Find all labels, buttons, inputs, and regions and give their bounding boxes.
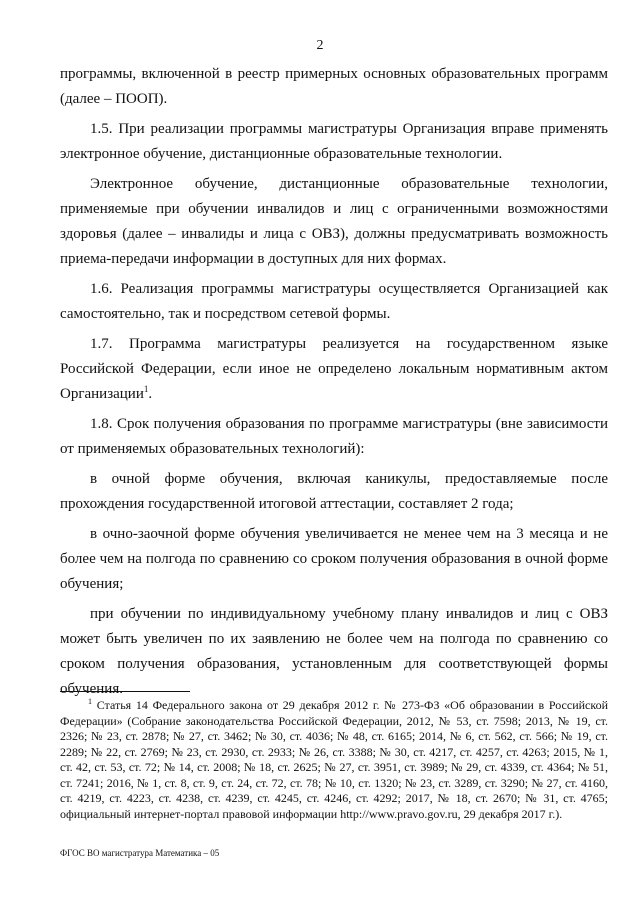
paragraph: в очной форме обучения, включая каникулы, предоставляемые после прохождения государственной итоговой аттестации, составляет 2 года; <box>60 471 608 512</box>
paragraph: программы, включенной в реестр примерных основных образовательных программ (далее – ПООП). <box>60 66 608 107</box>
paragraph: 1.6. Реализация программы магистратуры осуществляется Организацией как самостоятельно, так и посредством сетевой формы. <box>60 281 608 322</box>
paragraph <box>60 332 608 407</box>
paragraph: при обучении по индивидуальному учебному плану инвалидов и лиц с ОВЗ может быть увеличен по их заявлению не более чем на полгода по сравнению со сроком получения образования, установленным для соответствующей формы обучения. <box>60 606 608 697</box>
footnote-reference: 1 <box>143 384 149 394</box>
paragraph: 1.8. Срок получения образования по программе магистратуры (вне зависимости от применяемых образовательных технологий): <box>60 416 608 457</box>
document-footer: ФГОС ВО магистратура Математика – 05 <box>60 848 220 858</box>
paragraph-tail: . <box>148 386 153 402</box>
footnote-mark: 1 <box>88 697 92 706</box>
footnote <box>60 698 608 822</box>
footnote-text: Статья 14 Федерального закона от 29 декабря 2012 г. № 273-ФЗ «Об образовании в Российской Федерации» (Собрание законодательства Российской Федерации, 2012, № 53, ст. 7598; 2013, № 19, ст. 2326; № 23, ст. 2878; № 27, ст. 3462; № 30, ст. 4036; № 48, ст. 6165; 2014, № 6, ст. 562, ст. 566; № 19, ст. 2289; № 22, ст. 2769; № 23, ст. 2930, ст. 2933; № 26, ст. 3388; № 30, ст. 4217, ст. 4257, ст. 4263; 2015, № 1, ст. 42, ст. 53, ст. 72; № 14, ст. 2008; № 18, ст. 2625; № 27, ст. 3951, ст. 3989; № 29, ст. 4339, ст. 4364; № 51, ст. 7241; 2016, № 1, ст. 8, ст. 9, ст. 24, ст. 72, ст. 78; № 10, ст. 1320; № 23, ст. 3289, ст. 3290; № 27, ст. 4160, ст. 4219, ст. 4223, ст. 4238, ст. 4239, ст. 4245, ст. 4246, ст. 4292; 2017, № 18, ст. 2670; № 31, ст. 4765; официальный интернет-портал правовой информации http://www.pravo.gov.ru, 29 декабря 2017 г.). <box>60 698 609 821</box>
paragraph: Электронное обучение, дистанционные образовательные технологии, применяемые при обучении инвалидов и лиц с ограниченными возможностями здоровья (далее – инвалиды и лица с ОВЗ), должны предусматривать возможность приема-передачи информации в доступных для них формах. <box>60 176 608 267</box>
page-number: 2 <box>316 38 324 53</box>
body-text <box>60 62 608 707</box>
paragraph: в очно-заочной форме обучения увеличивается не менее чем на 3 месяца и не более чем на полгода по сравнению со сроком получения образования в очной форме обучения; <box>60 526 608 592</box>
paragraph: 1.5. При реализации программы магистратуры Организация вправе применять электронное обучение, дистанционные образовательные технологии. <box>60 121 608 162</box>
footnote-separator <box>60 691 190 692</box>
paragraph-text: 1.7. Программа магистратуры реализуется на государственном языке Российской Федерации, если иное не определено локальным нормативным актом Организации <box>60 336 608 402</box>
